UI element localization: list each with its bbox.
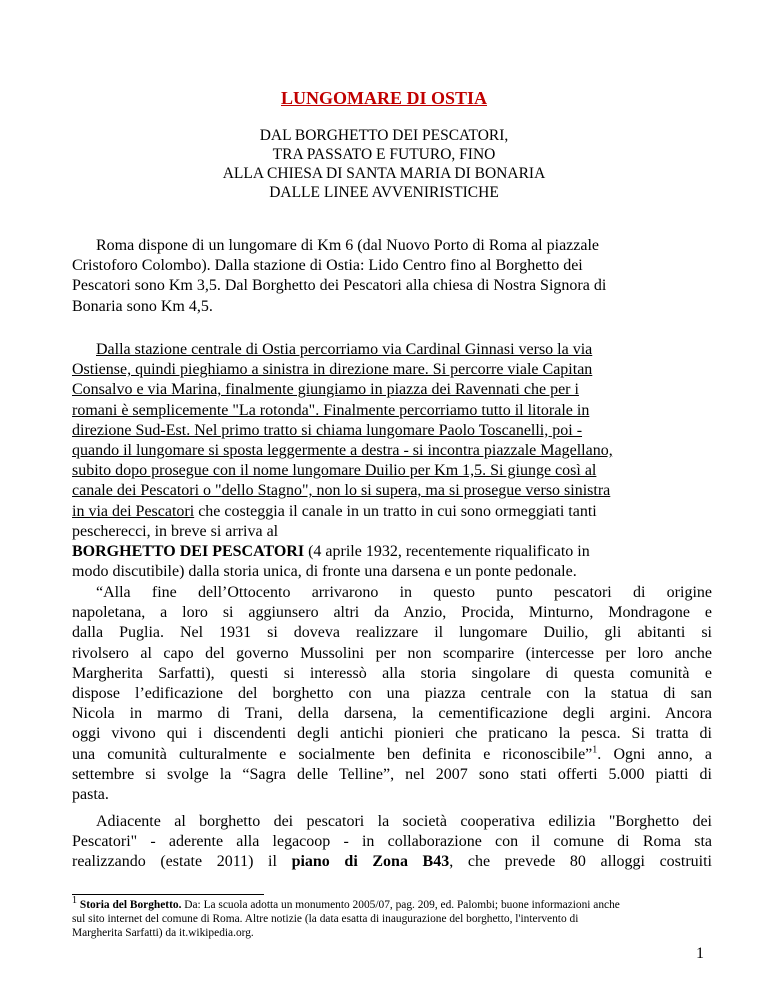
footnote-title: Storia del Borghetto.: [79, 899, 182, 911]
route-paragraph: [72, 340, 712, 542]
subtitle-line: DAL BORGHETTO DEI PESCATORI,: [259, 127, 509, 144]
text-span: realizzando (estate 2011) il: [72, 853, 292, 871]
text-line: Margherita Sarfatti), questi si interessò alla storia singolare di questa comunità e: [72, 664, 712, 682]
footnote-number: 1: [72, 895, 77, 907]
text-line: romani è semplicemente "La rotonda". Finalmente percorriamo tutto il litorale in: [72, 401, 590, 419]
text-line: Nicola in marmo di Trani, della darsena, la cementificazione degli argini. Ancora: [72, 705, 712, 723]
text-line: Bonaria sono Km 4,5.: [72, 297, 213, 315]
text-line: Dalla stazione centrale di Ostia percorriamo via Cardinal Ginnasi verso la via: [96, 341, 593, 358]
text-line: dalla Puglia. Nel 1931 si doveva realizzare il lungomare Duilio, gli abitanti si: [72, 624, 712, 642]
footnote-line: Margherita Sarfatti) da it.wikipedia.org.: [72, 927, 254, 940]
text-line: settembre si svolge la “Sagra delle Telline”, nel 2007 sono stati offerti 5.000 piatti di: [72, 765, 712, 783]
text-span: , che prevede 80 alloggi costruiti: [449, 853, 713, 871]
text-line: Adiacente al borghetto dei pescatori la società cooperativa edilizia "Borghetto dei: [96, 813, 712, 830]
text-line: [72, 542, 712, 562]
footnote: [72, 895, 712, 941]
text-line: napoletana, a loro si aggiunsero altri da Anzio, Procida, Minturno, Mondragone e: [72, 604, 712, 622]
text-line: rivolsero al capo del governo Mussolini per non scomparire (intercesse per loro anche: [72, 644, 712, 662]
footnote-separator: [72, 894, 264, 895]
borghetto-paragraph: [72, 542, 712, 582]
text-line: Consalvo e via Marina, finalmente giungiamo in piazza dei Ravennati che per i: [72, 381, 579, 399]
intro-paragraph: [72, 236, 712, 317]
footnote-ref: 1: [592, 744, 598, 756]
subtitle-line: ALLA CHIESA DI SANTA MARIA DI BONARIA: [222, 165, 546, 182]
text-line: pescherecci, in breve si arriva al: [72, 522, 279, 540]
text-line: Roma dispone di un lungomare di Km 6 (dal Nuovo Porto di Roma al piazzale: [96, 237, 600, 254]
text-line: [72, 502, 712, 522]
text-line: oggi vivono qui i discendenti degli antichi pionieri che praticano la pesca. Si tratta di: [72, 725, 712, 743]
text-line: modo discutibile) dalla storia unica, di fronte una darsena e un ponte pedonale.: [72, 563, 577, 581]
text-line: Cristoforo Colombo). Dalla stazione di Ostia: Lido Centro fino al Borghetto dei: [72, 257, 583, 275]
text-line: [72, 852, 712, 872]
section-heading: BORGHETTO DEI PESCATORI: [72, 543, 305, 560]
text-line: canale dei Pescatori o "dello Stagno", non lo si supera, ma si prosegue verso sinistra: [72, 482, 611, 500]
text-line: Ostiense, quindi pieghiamo a sinistra in direzione mare. Si percorre viale Capitan: [72, 361, 593, 379]
page-title: LUNGOMARE DI OSTIA: [280, 88, 488, 108]
text-span: . Ogni anno, a: [597, 745, 713, 763]
text-line: pasta.: [72, 785, 109, 803]
cooperative-paragraph: [72, 812, 712, 873]
text-span: Da: La scuola adotta un monumento 2005/07, pag. 209, ed. Palombi; buone informazioni anche: [181, 899, 620, 911]
subtitle-line: TRA PASSATO E FUTURO, FINO: [272, 146, 496, 163]
text-line: “Alla fine dell’Ottocento arrivarono in questo punto pescatori di origine: [96, 584, 712, 601]
page-number: 1: [696, 945, 704, 962]
quote-paragraph: [72, 583, 712, 805]
text-line: Pescatori" - aderente alla legacoop - in collaborazione con il comune di Roma sta: [72, 833, 712, 851]
text-line: dispose l’edificazione del borghetto con una piazza centrale con la statua di san: [72, 684, 712, 702]
footnote-line: sul sito internet del comune di Roma. Altre notizie (la data esatta di inaugurazione del borghetto, l'intervento di: [72, 913, 579, 926]
footnote-line: [72, 895, 712, 912]
text-span: che costeggia il canale in un tratto in cui sono ormeggiati tanti: [194, 502, 597, 520]
underlined-street: in via dei Pescatori: [72, 502, 195, 520]
text-line: quando il lungomare si sposta leggermente a destra - si incontra piazzale Magellano,: [72, 441, 613, 459]
text-span: (4 aprile 1932, recentemente riqualificato in: [304, 543, 590, 560]
text-span: una comunità culturalmente e socialmente ben definita e riconoscibile”: [72, 745, 593, 763]
bold-term: piano di Zona B43: [291, 853, 450, 871]
subtitle-line: DALLE LINEE AVVENIRISTICHE: [269, 184, 499, 201]
text-line: direzione Sud-Est. Nel primo tratto si chiama lungomare Paolo Toscanelli, poi -: [72, 421, 583, 439]
text-line: Pescatori sono Km 3,5. Dal Borghetto dei Pescatori alla chiesa di Nostra Signora di: [72, 277, 607, 295]
subtitle: [0, 126, 768, 202]
text-line: subito dopo prosegue con il nome lungomare Duilio per Km 1,5. Si giunge così al: [72, 462, 597, 480]
text-line: [72, 745, 712, 765]
